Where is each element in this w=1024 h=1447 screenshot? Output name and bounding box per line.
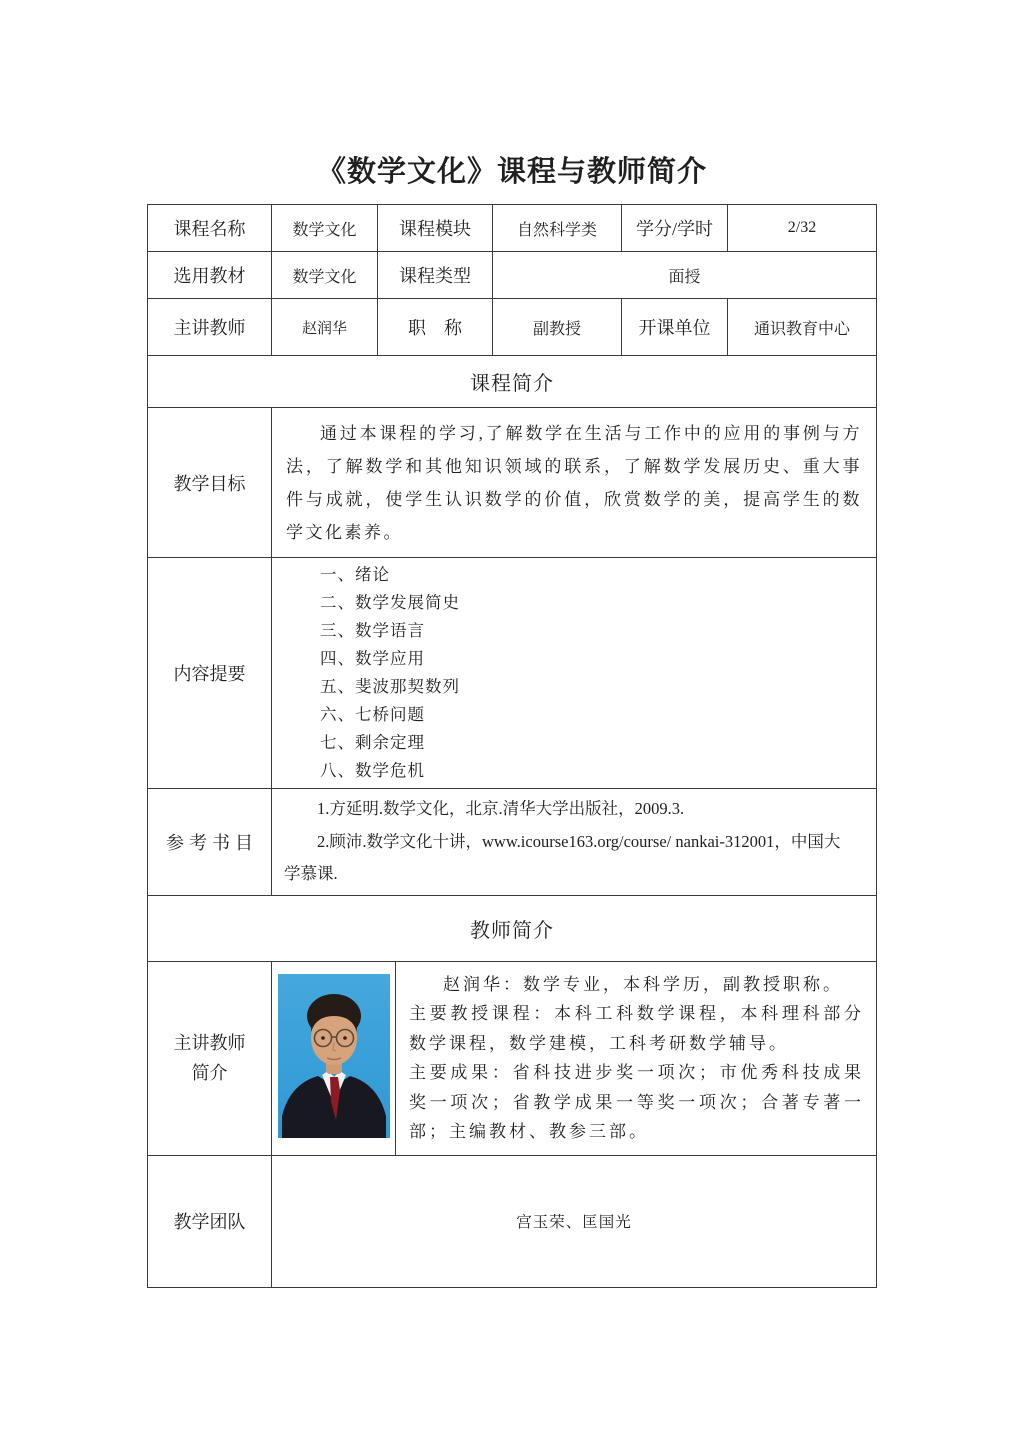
course-name-label: 课程名称 [148, 205, 272, 252]
course-name-value: 数学文化 [272, 205, 378, 252]
team-label: 教学团队 [148, 1155, 272, 1287]
outline-item: 一、绪论 [320, 565, 390, 584]
outline-item: 三、数学语言 [320, 621, 425, 640]
table-row [148, 252, 877, 299]
table-row [148, 961, 877, 1155]
module-value: 自然科学类 [493, 205, 622, 252]
table-row [148, 299, 877, 356]
course-type-value: 面授 [493, 252, 877, 299]
credit-value: 2/32 [728, 205, 877, 252]
teacher-photo [278, 974, 390, 1138]
table-row [148, 1155, 877, 1287]
professional-title-label: 职 称 [378, 299, 493, 356]
course-info-table [147, 204, 877, 1288]
teacher-photo-cell [272, 961, 396, 1155]
objectives-label: 教学目标 [148, 408, 272, 558]
section-header-row [148, 356, 877, 408]
objectives-text-cell [272, 408, 877, 558]
teacher-bio-cell [396, 961, 877, 1155]
lecturer-value: 赵润华 [272, 299, 378, 356]
photo-eye-left [321, 1036, 325, 1040]
lecturer-profile-label [148, 961, 272, 1155]
course-intro-section-title: 课程简介 [148, 356, 877, 408]
references-label: 参考书目 [148, 789, 272, 896]
teacher-intro-section-title: 教师简介 [148, 895, 877, 961]
outline-item: 二、数学发展简史 [320, 593, 460, 612]
reference-item: 1.方延明.数学文化，北京.清华大学出版社，2009.3. [317, 799, 685, 818]
credit-label: 学分/学时 [622, 205, 728, 252]
bio-paragraph: 赵润华：数学专业，本科学历，副教授职称。 [443, 974, 843, 994]
table-row [148, 408, 877, 558]
lecturer-profile-label-line1: 主讲教师 [173, 1033, 246, 1053]
bio-paragraph: 主要成果：省科技进步奖一项次；市优秀科技成果奖一项次；省教学成果一等奖一项次；合著专著一部；主编教材、教参三部。 [409, 1063, 864, 1141]
outline-item: 四、数学应用 [320, 649, 425, 668]
outline-list-cell [272, 558, 877, 789]
bio-paragraph: 主要教授课程：本科工科数学课程，本科理科部分数学课程，数学建模，工科考研数学辅导。 [409, 1004, 864, 1053]
references-cell [272, 789, 877, 896]
module-label: 课程模块 [378, 205, 493, 252]
course-type-label: 课程类型 [378, 252, 493, 299]
outline-label: 内容提要 [148, 558, 272, 789]
reference-item: 2.顾沛.数学文化十讲，www.icourse163.org/course/ nankai-312001，中国大学慕课. [284, 831, 841, 883]
outline-item: 七、剩余定理 [320, 733, 425, 752]
outline-item: 五、斐波那契数列 [320, 677, 460, 696]
lecturer-label: 主讲教师 [148, 299, 272, 356]
textbook-label: 选用教材 [148, 252, 272, 299]
section-header-row [148, 895, 877, 961]
photo-eye-right [343, 1036, 347, 1040]
lecturer-profile-label-line2: 简介 [191, 1063, 228, 1083]
outline-item: 八、数学危机 [320, 761, 425, 780]
table-row [148, 205, 877, 252]
professional-title-value: 副教授 [493, 299, 622, 356]
table-row [148, 789, 877, 896]
textbook-value: 数学文化 [272, 252, 378, 299]
objectives-text: 通过本课程的学习,了解数学在生活与工作中的应用的事例与方法，了解数学和其他知识领域的联系，了解数学发展历史、重大事件与成就，使学生认识数学的价值，欣赏数学的美，提高学生的数学文化素养。 [286, 423, 862, 542]
table-row [148, 558, 877, 789]
outline-item: 六、七桥问题 [320, 705, 425, 724]
unit-value: 通识教育中心 [728, 299, 877, 356]
unit-label: 开课单位 [622, 299, 728, 356]
page-title: 《数学文化》课程与教师简介 [316, 156, 707, 188]
team-members: 宫玉荣、匡国光 [272, 1155, 877, 1287]
